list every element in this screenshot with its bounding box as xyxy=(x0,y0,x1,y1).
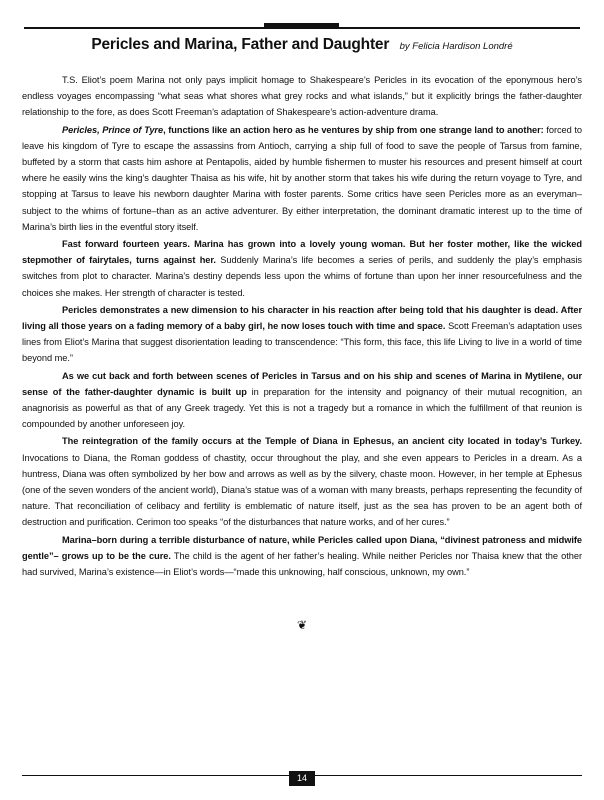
body-paragraph xyxy=(22,433,582,530)
paragraph-text: not only pays implicit homage to Shakespeare’s xyxy=(164,75,375,85)
paragraph-lead-emphasis: Pericles demonstrates a new dimension to his character in his reaction after being told that his daughter is dead. After living all those years on a fading memory of a baby girl, he now loses touch with time and space. xyxy=(22,304,582,332)
article-header xyxy=(20,36,584,54)
paragraph-text: Pericles xyxy=(374,75,407,85)
paragraph-text: Invocations to Diana, the Roman goddess of chastity, occur throughout the play, and she even appears to Pericles in a dream. As a huntress, Diana was often symbolized by her bow and arrows as well as by the silvery, chaste moon. However, in her temple at Ephesus (one of the seven wonders of the ancient world), Diana’s statue was of a woman with many breasts, perhaps representing the fecundity of nature. That reconciliation of celibacy and fertility is emblematic of nature itself, just as the sea has proven to be an agent both of destruction and purification. Cerimon too speaks “of the disturbances that nature works, and of her cures.” xyxy=(22,452,582,528)
body-paragraph xyxy=(22,368,582,433)
body-paragraph xyxy=(22,122,582,235)
paragraph-text: Suddenly Marina’s life becomes a series of perils, and suddenly the play’s emphasis switches from plot to character. Marina’s destiny depends less upon the whims of fortune than upon her inner resourcefulness and the choices she makes. Her strength of character is tested. xyxy=(22,255,582,298)
paragraph-lead-emphasis: Fast forward fourteen years. Marina has grown into a lovely young woman. But her foster mother, like the wicked stepmother of fairytales, turns against her. xyxy=(22,239,582,266)
paragraph-text: in its evocation of the eponymous hero’s endless voyages encompassing “what seas what shores what grey rocks and what islands,” but it explicitly brings the father-daughter relationship to the fore, as does Scott Freeman’s adaptation of Shakespeare’s action-adventure drama. xyxy=(22,75,582,118)
paragraph-lead-emphasis: Marina–born during a terrible disturbance of nature, while Pericles called upon Diana, “divinest patroness and midwife gentle”– grows up to be the cure. xyxy=(22,534,582,561)
body-paragraph xyxy=(22,236,582,301)
body-paragraph xyxy=(22,302,582,367)
paragraph-lead-emphasis: As we cut back and forth between scenes of Pericles in Tarsus and on his ship and scenes of Marina in Mytilene, our sense of the father-daughter dynamic is built up xyxy=(22,370,582,397)
fleuron-ornament-icon: ❦ xyxy=(296,618,308,632)
paragraph-text: The child is the agent of her father’s healing. While neither Pericles nor Thaisa knew that the other had survived, Marina’s existence—in Eliot’s words—“made this unknowing, half conscious, unknown, my own.” xyxy=(22,550,582,578)
article-byline: by Felicia Hardison Londré xyxy=(399,41,513,52)
paragraph-lead-emphasis: Pericles, Prince of Tyre xyxy=(62,124,164,135)
paragraph-text: in preparation for the intensity and poignancy of their mutual recognition, an anagnorisis as powerful as that of any Greek tragedy. Yet this is not a tragedy but a romance in which the fulfillment of that reunion is compounded by another unforeseen joy. xyxy=(22,386,582,430)
paragraph-lead-emphasis: , functions like an action hero as he ventures by ship from one strange land to another: xyxy=(163,124,544,135)
article-title: Pericles and Marina, Father and Daughter xyxy=(91,36,390,53)
paragraph-text: Marina xyxy=(136,75,165,85)
body-paragraph xyxy=(22,72,582,121)
article-body xyxy=(22,72,582,581)
paragraph-text: Scott Freeman’s adaptation uses lines from Eliot’s Marina that suggest disorientation leading to transcendence: “This form, this face, this life Living to live in a world of time beyond me.” xyxy=(22,321,582,364)
paragraph-lead-emphasis: The reintegration of the family occurs at the Temple of Diana in Ephesus, an ancient city located in today’s Turkey. xyxy=(62,436,582,447)
body-paragraph xyxy=(22,532,582,581)
paragraph-text: T.S. Eliot’s poem xyxy=(62,75,137,85)
page-number: 14 xyxy=(289,771,315,786)
paragraph-text: forced to leave his kingdom of Tyre to escape the assassins from Antioch, carrying a ship full of food to save the people of Tarsus from famine, buffeted by a storm that casts him ashore at Pentapolis, aided by humble fishermen to muster his resources and present himself at court where he easily wins the king’s daughter Thaisa as his wife, hit by another storm that takes his wife during the return voyage to Tyre, and stopping at Tarsus to leave his newborn daughter Marina with foster parents. Some critics have seen Pericles more as an everyman–subject to the whims of fortune–than as an active adventurer. By either interpretation, the dominant dramatic interest up to the time of Marina’s birth lies in the eventful story itself. xyxy=(22,124,582,232)
top-rule-tab xyxy=(264,23,339,29)
